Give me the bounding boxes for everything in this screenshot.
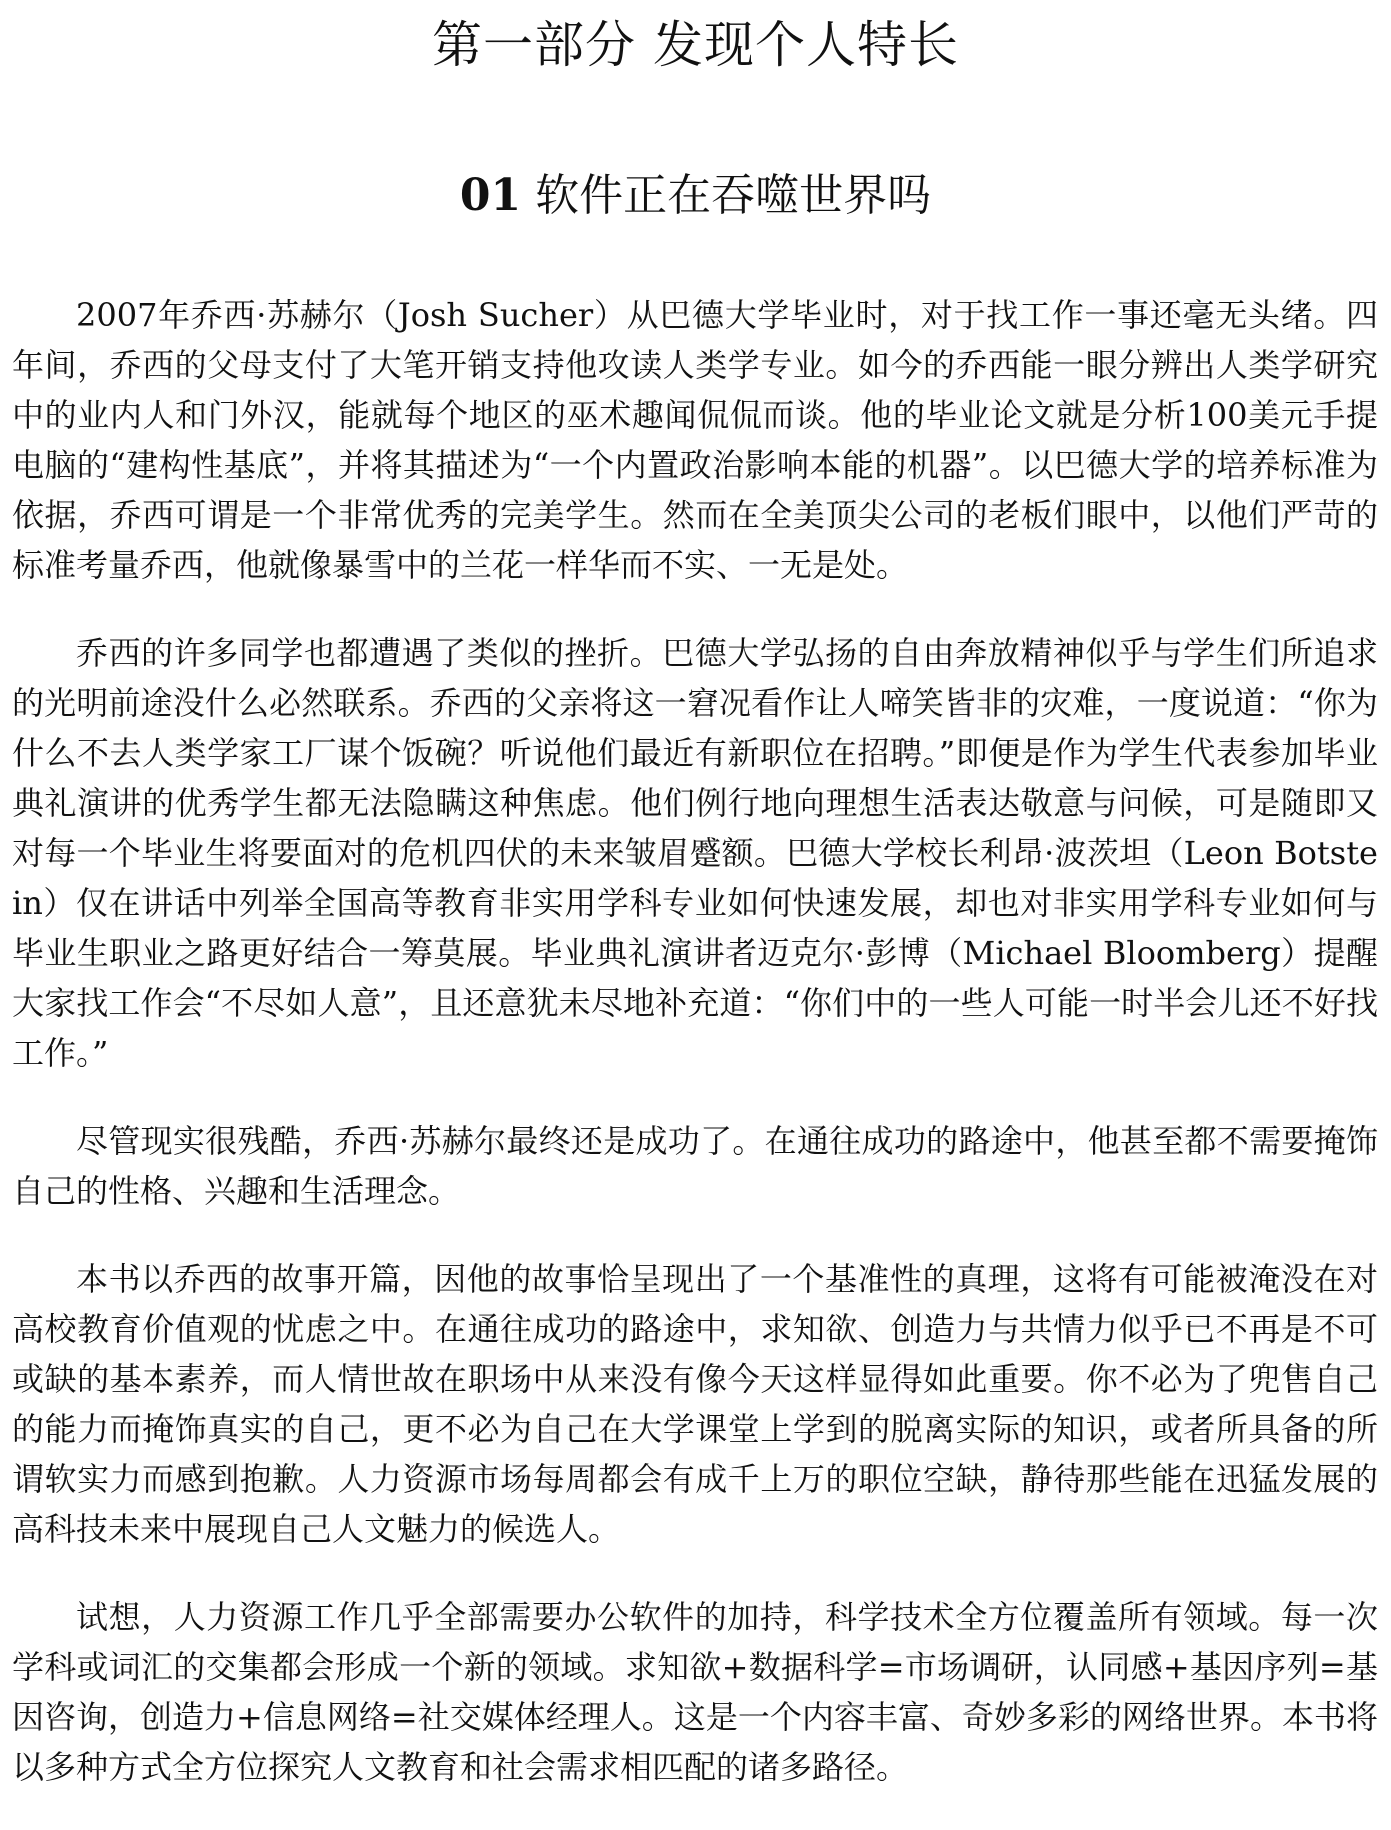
paragraph-1: 2007年乔西·苏赫尔（Josh Sucher）从巴德大学毕业时，对于找工作一事还毫无头绪。四年间，乔西的父母支付了大笔开销支持他攻读人类学专业。如今的乔西能一眼分辨出人类学研究中的业内人和门外汉，能就每个地区的巫术趣闻侃侃而谈。他的毕业论文就是分析100美元手提电脑的“建构性基底”，并将其描述为“一个内置政治影响本能的机器”。以巴德大学的培养标准为依据，乔西可谓是一个非常优秀的完美学生。然而在全美顶尖公司的老板们眼中，以他们严苛的标准考量乔西，他就像暴雪中的兰花一样华而不实、一无是处。 [12, 296, 1378, 584]
part-title: 第一部分 发现个人特长 [432, 16, 959, 74]
paragraph-5: 试想，人力资源工作几乎全部需要办公软件的加持，科学技术全方位覆盖所有领域。每一次学科或词汇的交集都会形成一个新的领域。求知欲+数据科学=市场调研，认同感+基因序列=基因咨询，创造力+信息网络=社交媒体经理人。这是一个内容丰富、奇妙多彩的网络世界。本书将以多种方式全方位探究人文教育和社会需求相匹配的诸多路径。 [12, 1598, 1378, 1786]
paragraph-2: 乔西的许多同学也都遭遇了类似的挫折。巴德大学弘扬的自由奔放精神似乎与学生们所追求的光明前途没什么必然联系。乔西的父亲将这一窘况看作让人啼笑皆非的灾难，一度说道：“你为什么不去人类学家工厂谋个饭碗？听说他们最近有新职位在招聘。”即便是作为学生代表参加毕业典礼演讲的优秀学生都无法隐瞒这种焦虑。他们例行地向理想生活表达敬意与问候，可是随即又对每一个毕业生将要面对的危机四伏的未来皱眉蹙额。巴德大学校长利昂·波茨坦（Leon Botstein）仅在讲话中列举全国高等教育非实用学科专业如何快速发展，却也对非实用学科专业如何与毕业生职业之路更好结合一筹莫展。毕业典礼演讲者迈克尔·彭博（Michael Bloomberg）提醒大家找工作会“不尽如人意”，且还意犹未尽地补充道：“你们中的一些人可能一时半会儿还不好找工作。” [12, 634, 1378, 1072]
body-text [12, 290, 1378, 1830]
chapter-title [0, 165, 1391, 227]
paragraph-4: 本书以乔西的故事开篇，因他的故事恰呈现出了一个基准性的真理，这将有可能被淹没在对高校教育价值观的忧虑之中。在通往成功的路途中，求知欲、创造力与共情力似乎已不再是不可或缺的基本素养，而人情世故在职场中从来没有像今天这样显得如此重要。你不必为了兜售自己的能力而掩饰真实的自己，更不必为自己在大学课堂上学到的脱离实际的知识，或者所具备的所谓软实力而感到抱歉。人力资源市场每周都会有成千上万的职位空缺，静待那些能在迅猛发展的高科技未来中展现自己人文魅力的候选人。 [12, 1260, 1378, 1548]
chapter-number: 01 [459, 170, 522, 221]
paragraph-3: 尽管现实很残酷，乔西·苏赫尔最终还是成功了。在通往成功的路途中，他甚至都不需要掩饰自己的性格、兴趣和生活理念。 [12, 1122, 1378, 1210]
chapter-title-text: 软件正在吞噬世界吗 [535, 170, 932, 221]
